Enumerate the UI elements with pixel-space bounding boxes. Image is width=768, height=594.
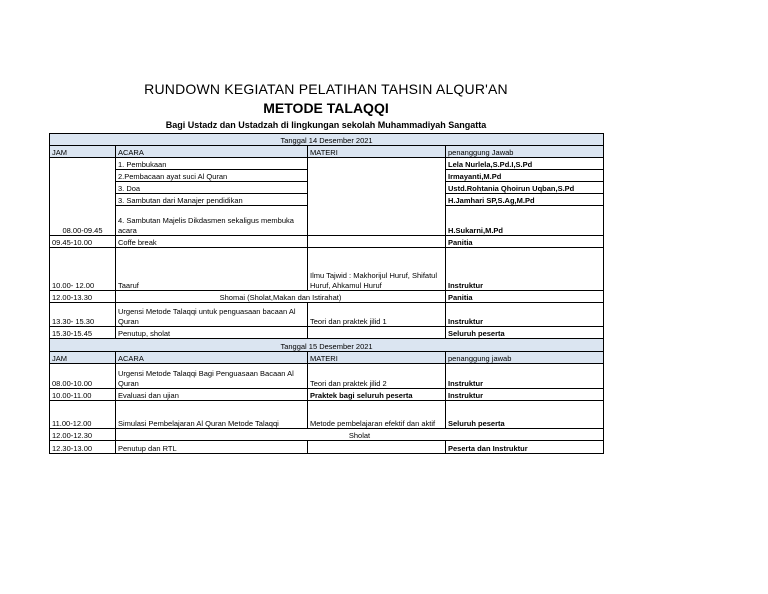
acara-cell: Sholat bbox=[116, 429, 604, 441]
pj-cell: Instruktur bbox=[446, 389, 604, 401]
jam-cell: 12.00-13.30 bbox=[50, 291, 116, 303]
jam-cell: 15.30-15.45 bbox=[50, 327, 116, 339]
acara-cell: 3. Sambutan dari Manajer pendidikan bbox=[116, 194, 308, 206]
materi-cell bbox=[308, 158, 446, 236]
jam-cell: 12.30-13.00 bbox=[50, 441, 116, 454]
jam-cell: 08.00-10.00 bbox=[50, 364, 116, 389]
rundown-table bbox=[49, 133, 604, 454]
pj-cell: Seluruh peserta bbox=[446, 401, 604, 429]
pj-cell: H.Jamhari SP,S.Ag,M.Pd bbox=[446, 194, 604, 206]
acara-cell: Taaruf bbox=[116, 248, 308, 291]
acara-cell: Penutup, sholat bbox=[116, 327, 308, 339]
jam-cell: 10.00- 12.00 bbox=[50, 248, 116, 291]
pj-cell: Instruktur bbox=[446, 303, 604, 327]
document-title: RUNDOWN KEGIATAN PELATIHAN TAHSIN ALQUR'AN bbox=[144, 81, 508, 97]
materi-cell bbox=[308, 327, 446, 339]
day1-date: Tanggal 14 Desember 2021 bbox=[50, 134, 604, 146]
materi-cell: Praktek bagi seluruh peserta bbox=[308, 389, 446, 401]
pj-cell: Instruktur bbox=[446, 364, 604, 389]
document-audience: Bagi Ustadz dan Ustadzah di lingkungan sekolah Muhammadiyah Sangatta bbox=[165, 120, 487, 130]
document-subtitle: METODE TALAQQI bbox=[263, 100, 389, 116]
materi-cell bbox=[308, 441, 446, 454]
day2-header-row bbox=[50, 352, 604, 364]
header-acara: ACARA bbox=[116, 146, 308, 158]
acara-cell: Penutup dan RTL bbox=[116, 441, 308, 454]
table-row bbox=[50, 291, 604, 303]
pj-cell: Panitia bbox=[446, 291, 604, 303]
materi-cell: Teori dan praktek jilid 1 bbox=[308, 303, 446, 327]
header-materi: MATERI bbox=[308, 352, 446, 364]
pj-cell: Lela Nurlela,S.Pd.I,S.Pd bbox=[446, 158, 604, 170]
header-materi: MATERI bbox=[308, 146, 446, 158]
pj-cell: Instruktur bbox=[446, 248, 604, 291]
materi-cell: Metode pembelajaran efektif dan aktif bbox=[308, 401, 446, 429]
acara-cell: 2.Pembacaan ayat suci Al Quran bbox=[116, 170, 308, 182]
jam-cell: 09.45-10.00 bbox=[50, 236, 116, 248]
header-pj: penanggung Jawab bbox=[446, 146, 604, 158]
acara-cell: 1. Pembukaan bbox=[116, 158, 308, 170]
table-row bbox=[50, 327, 604, 339]
day1-header-row bbox=[50, 146, 604, 158]
acara-cell: Evaluasi dan ujian bbox=[116, 389, 308, 401]
materi-cell: Ilmu Tajwid : Makhorijul Huruf, Shifatul Huruf, Ahkamul Huruf bbox=[308, 248, 446, 291]
table-row bbox=[50, 441, 604, 454]
day1-date-row bbox=[50, 134, 604, 146]
header-jam: JAM bbox=[50, 352, 116, 364]
materi-cell: Teori dan praktek jilid 2 bbox=[308, 364, 446, 389]
header-jam: JAM bbox=[50, 146, 116, 158]
table-row bbox=[50, 158, 604, 170]
jam-cell: 11.00-12.00 bbox=[50, 401, 116, 429]
acara-cell: Shomai (Sholat,Makan dan Istirahat) bbox=[116, 291, 446, 303]
header-pj: penanggung jawab bbox=[446, 352, 604, 364]
table-row bbox=[50, 303, 604, 327]
pj-cell: Irmayanti,M.Pd bbox=[446, 170, 604, 182]
pj-cell: Peserta dan Instruktur bbox=[446, 441, 604, 454]
table-row bbox=[50, 236, 604, 248]
table-row bbox=[50, 401, 604, 429]
acara-cell: Coffe break bbox=[116, 236, 308, 248]
jam-cell: 10.00-11.00 bbox=[50, 389, 116, 401]
acara-cell: 3. Doa bbox=[116, 182, 308, 194]
pj-cell: Ustd.Rohtania Qhoirun Uqban,S.Pd bbox=[446, 182, 604, 194]
table-row bbox=[50, 248, 604, 291]
table-row bbox=[50, 364, 604, 389]
table-row bbox=[50, 389, 604, 401]
acara-cell: Simulasi Pembelajaran Al Quran Metode Talaqqi bbox=[116, 401, 308, 429]
pj-cell: Seluruh peserta bbox=[446, 327, 604, 339]
jam-cell: 12.00-12.30 bbox=[50, 429, 116, 441]
acara-cell: 4. Sambutan Majelis Dikdasmen sekaligus membuka acara bbox=[116, 206, 308, 236]
pj-cell: H.Sukarni,M.Pd bbox=[446, 206, 604, 236]
acara-cell: Urgensi Metode Talaqqi untuk penguasaan bacaan Al Quran bbox=[116, 303, 308, 327]
opening-time: 08.00-09.45 bbox=[50, 158, 116, 236]
acara-cell: Urgensi Metode Talaqqi Bagi Penguasaan Bacaan Al Quran bbox=[116, 364, 308, 389]
header-acara: ACARA bbox=[116, 352, 308, 364]
table-row bbox=[50, 429, 604, 441]
pj-cell: Panitia bbox=[446, 236, 604, 248]
day2-date: Tanggal 15 Desember 2021 bbox=[50, 339, 604, 352]
day2-date-row bbox=[50, 339, 604, 352]
jam-cell: 13.30- 15.30 bbox=[50, 303, 116, 327]
materi-cell bbox=[308, 236, 446, 248]
